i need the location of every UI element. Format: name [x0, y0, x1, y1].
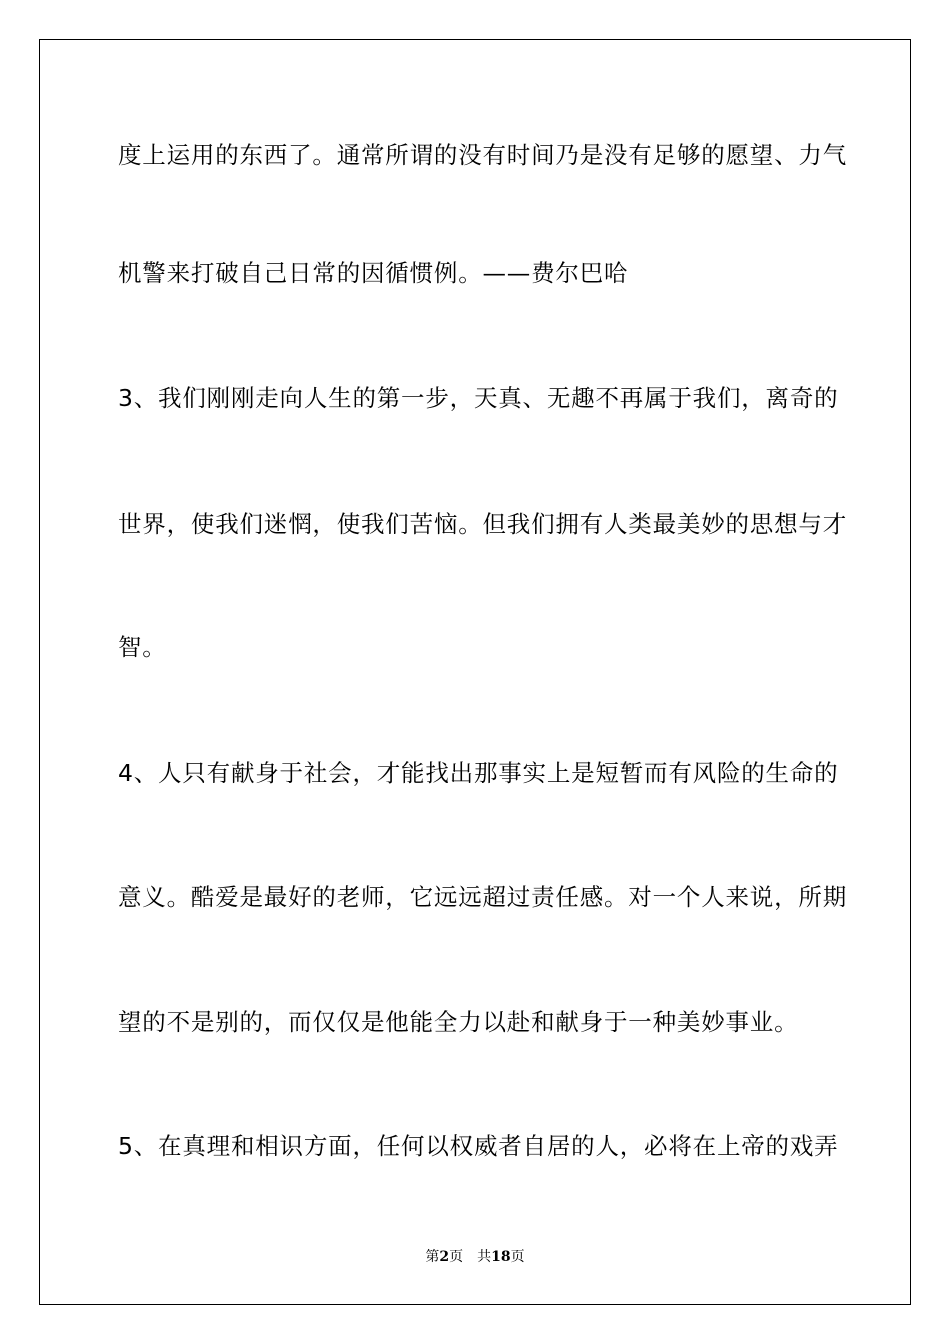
page-footer: [0, 1248, 950, 1266]
body-line-1: 度上运用的东西了。通常所谓的没有时间乃是没有足够的愿望、力气: [118, 141, 847, 169]
page-border: [39, 39, 911, 1305]
body-line-8: 望的不是别的，而仅仅是他能全力以赴和献身于一种美妙事业。: [118, 1008, 799, 1036]
footer-page-number: 2: [439, 1249, 450, 1265]
body-line-7: 意义。酷爱是最好的老师，它远远超过责任感。对一个人来说，所期: [118, 883, 847, 911]
body-line-3: 3、我们刚刚走向人生的第一步，天真、无趣不再属于我们，离奇的: [118, 384, 839, 412]
footer-total-pages: 18: [491, 1249, 511, 1265]
footer-page-suffix: 页: [449, 1249, 464, 1265]
body-line-4: 世界，使我们迷惘，使我们苦恼。但我们拥有人类最美妙的思想与才: [118, 510, 847, 538]
footer-total-suffix: 页: [510, 1249, 525, 1265]
footer-page-prefix: 第: [425, 1249, 440, 1265]
body-line-6: 4、人只有献身于社会，才能找出那事实上是短暂而有风险的生命的: [118, 759, 839, 787]
footer-total-prefix: 共: [477, 1249, 492, 1265]
body-line-9: 5、在真理和相识方面，任何以权威者自居的人，必将在上帝的戏弄: [118, 1132, 839, 1160]
body-line-2: 机警来打破自己日常的因循惯例。——费尔巴哈: [118, 259, 629, 287]
body-line-5: 智。: [118, 633, 167, 661]
